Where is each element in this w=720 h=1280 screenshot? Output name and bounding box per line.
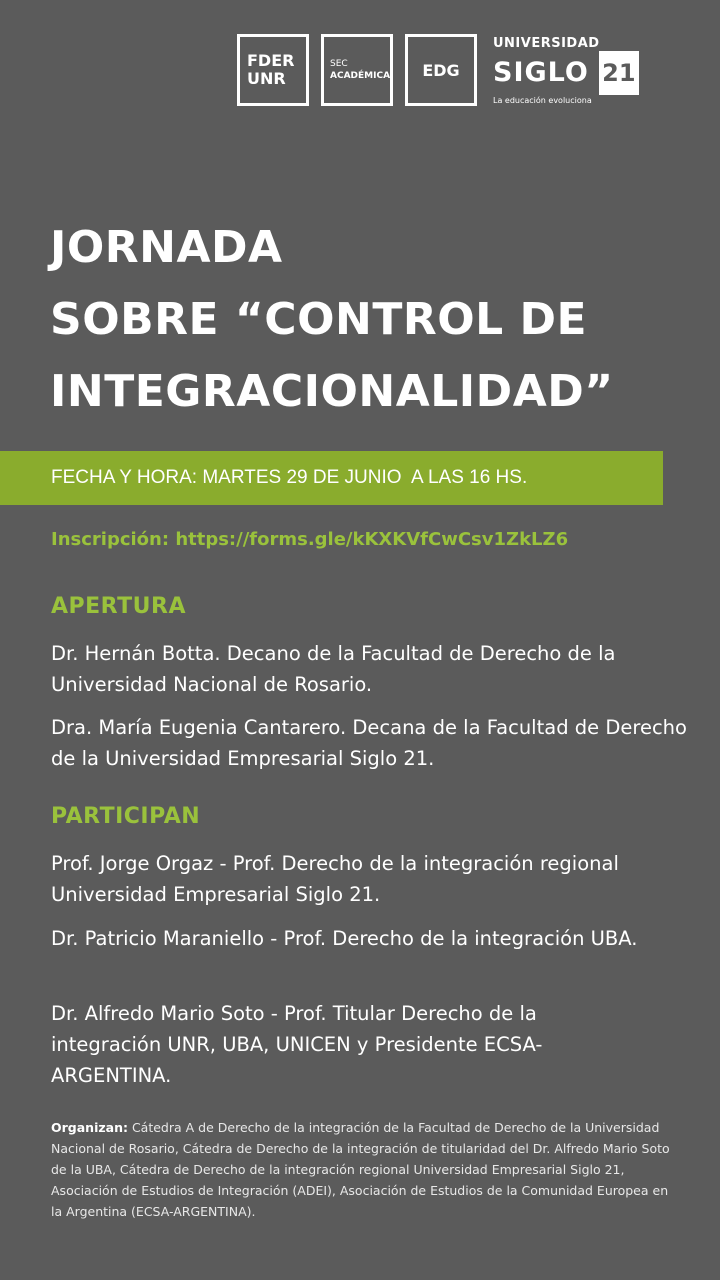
- siglo-logo-tagline: La educación evoluciona: [493, 95, 592, 105]
- title-line-1: JORNADA: [50, 222, 283, 273]
- participan-item: Prof. Jorge Orgaz - Prof. Derecho de la integración regional Universidad Empresarial Siglo 21.: [51, 852, 619, 906]
- edg-logo: [405, 34, 477, 106]
- fder-logo-line2: UNR: [247, 69, 286, 88]
- title-line-2: SOBRE “CONTROL DE: [50, 294, 588, 345]
- apertura-item: Dr. Hernán Botta. Decano de la Facultad de Derecho de la Universidad Nacional de Rosario.: [51, 642, 616, 696]
- organizers-text: Cátedra A de Derecho de la integración de la Facultad de Derecho de la Universidad Nacional de Rosario, Cátedra de Derecho de la integración de titularidad del Dr. Alfredo Mario Soto de la UBA, Cátedra de Derecho de la integración regional Universidad Empresarial Siglo 21, Asociación de Estudios de Integración (ADEI), Asociación de Estudios de la Comunidad Europea en la Argentina (ECSA-ARGENTINA).: [51, 1120, 670, 1219]
- participan-item: Dr. Alfredo Mario Soto - Prof. Titular Derecho de la integración UNR, UBA, UNICEN y Presidente ECSA-ARGENTINA.: [51, 1002, 543, 1087]
- event-title: [50, 212, 614, 428]
- title-line-3: INTEGRACIONALIDAD”: [50, 366, 614, 417]
- universidad-siglo-21-logo: [493, 36, 639, 105]
- sec-academica-logo: [321, 34, 393, 106]
- siglo-logo-number: 21: [599, 51, 639, 95]
- date-time-text: FECHA Y HORA: MARTES 29 DE JUNIO A LAS 16 HS.: [51, 467, 528, 488]
- fder-logo-line1: FDER: [247, 51, 295, 70]
- edg-logo-text: EDG: [422, 60, 460, 80]
- siglo-logo-top: UNIVERSIDAD: [493, 35, 600, 51]
- sec-logo-line2: ACADÉMICA: [330, 71, 391, 81]
- apertura-item: Dra. María Eugenia Cantarero. Decana de la Facultad de Derecho de la Universidad Empresarial Siglo 21.: [51, 716, 687, 770]
- organizers-note: [51, 1117, 676, 1222]
- participan-heading: PARTICIPAN: [51, 804, 201, 829]
- apertura-heading: APERTURA: [51, 594, 186, 619]
- siglo-logo-word: SIGLO: [493, 56, 589, 88]
- fder-unr-logo: [237, 34, 309, 106]
- participan-item: Dr. Patricio Maraniello - Prof. Derecho de la integración UBA.: [51, 927, 638, 950]
- registration-link[interactable]: Inscripción: https://forms.gle/kKXKVfCwCsv1ZkLZ6: [51, 529, 569, 550]
- date-time-banner: [0, 451, 663, 505]
- sec-logo-line1: SEC: [330, 59, 348, 69]
- organizers-label: Organizan:: [51, 1120, 128, 1135]
- logo-row: [237, 34, 639, 106]
